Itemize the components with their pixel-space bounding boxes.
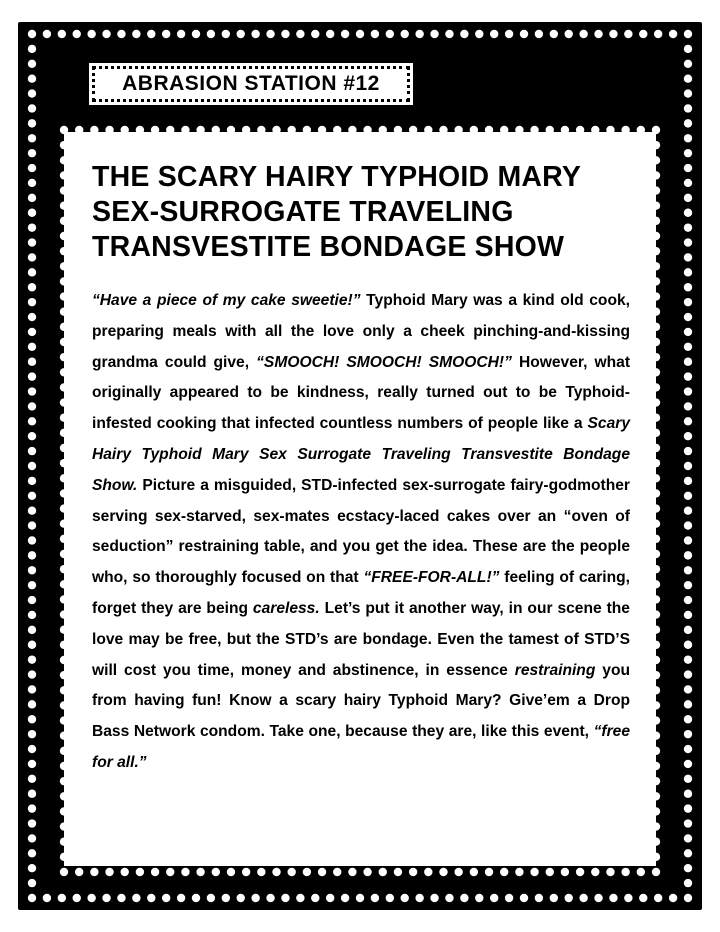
body-text: [92, 286, 630, 779]
careless-italic: careless.: [252, 599, 320, 617]
cake-quote: “Have a piece of my cake sweetie!”: [92, 292, 361, 309]
restraining-italic: restraining: [514, 661, 596, 679]
headline-line-3: TRANSVESTITE BONDAGE SHOW: [92, 231, 565, 263]
free-for-all-quote: “FREE-FOR-ALL!”: [363, 569, 500, 587]
station-label-tab: [92, 66, 410, 102]
smooch-quote: “SMOOCH! SMOOCH! SMOOCH!”: [256, 353, 512, 371]
show-title-italic: Scary Hairy Typhoid Mary Sex Surrogate Traveling Transvestite Bondage Show.: [92, 415, 630, 494]
free-for-all-closing-quote: “free for all.”: [92, 723, 630, 771]
body-segment: Picture a misguided, STD-infected sex-surrogate fairy-godmother serving sex-starved, sex-mates ecstacy-laced cakes over an “oven of seduction” restraining table, and you get the idea. These are the people who, so thoroughly focused on that: [92, 476, 630, 587]
headline: [92, 160, 632, 265]
body-segment: you from having fun! Know a scary hairy Typhoid Mary? Give’em a Drop Bass Network condom. Take one, because they are, like this event,: [92, 661, 630, 741]
headline-line-1: THE SCARY HAIRY TYPHOID MARY: [92, 161, 582, 193]
body-segment: feeling of caring, forget they are being: [92, 569, 630, 617]
body-segment: Let’s put it another way, in our scene the love may be free, but the STD’s are bondage. Even the tamest of STD’S will cost you time, money and abstinence, in essence: [92, 599, 630, 679]
body-segment: However, what originally appeared to be kindness, really turned out to be Typhoid-infested cooking that infected countless numbers of people like a: [92, 353, 631, 433]
body-segment: Typhoid Mary was a kind old cook, preparing meals with all the love only a cheek pinching-and-kissing grandma could give,: [92, 292, 630, 371]
headline-line-2: SEX-SURROGATE TRAVELING: [92, 196, 514, 228]
content-panel: [64, 132, 656, 866]
station-label: ABRASION STATION #12: [122, 72, 380, 95]
